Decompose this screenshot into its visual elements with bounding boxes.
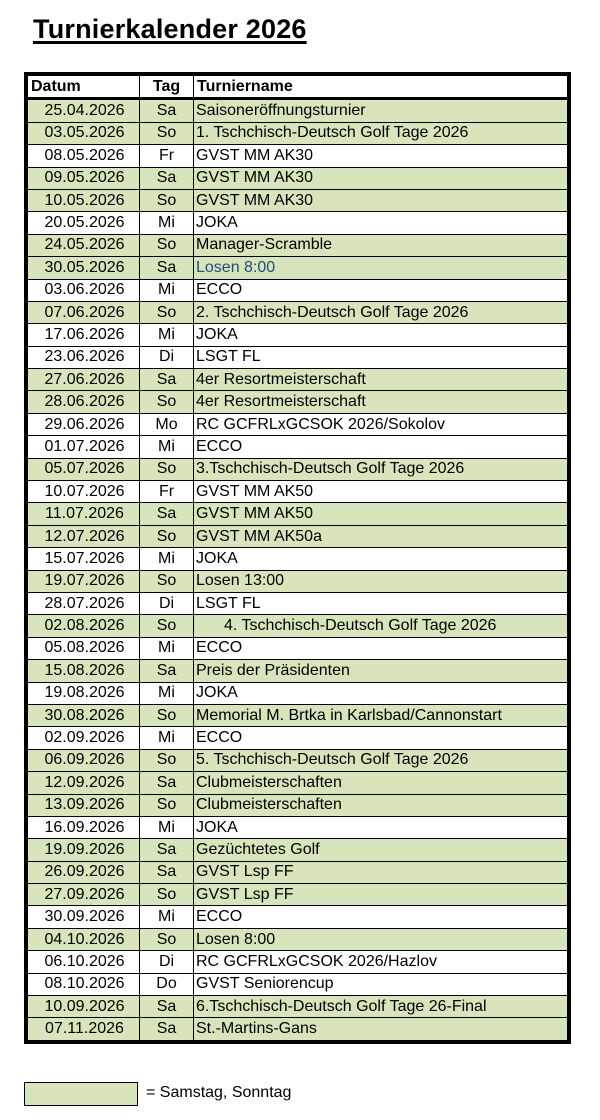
table-row bbox=[28, 212, 568, 234]
date-cell: 30.09.2026 bbox=[28, 906, 140, 928]
day-cell: Sa bbox=[140, 99, 194, 122]
tournament-name-cell: ECCO bbox=[194, 436, 568, 458]
table-row bbox=[28, 413, 568, 435]
day-cell: Mi bbox=[140, 906, 194, 928]
day-cell: Di bbox=[140, 592, 194, 614]
date-cell: 19.08.2026 bbox=[28, 682, 140, 704]
tournament-name-cell: Losen 8:00 bbox=[194, 928, 568, 950]
table-row bbox=[28, 615, 568, 637]
table-row bbox=[28, 548, 568, 570]
day-cell: Sa bbox=[140, 1018, 194, 1040]
day-cell: Mi bbox=[140, 324, 194, 346]
day-cell: So bbox=[140, 928, 194, 950]
page-title: Turnierkalender 2026 bbox=[33, 14, 307, 44]
tournament-name-cell: Preis der Präsidenten bbox=[194, 660, 568, 682]
date-cell: 19.07.2026 bbox=[28, 570, 140, 592]
tournament-name-cell: JOKA bbox=[194, 548, 568, 570]
tournament-name-cell: 2. Tschchisch-Deutsch Golf Tage 2026 bbox=[194, 301, 568, 323]
day-cell: So bbox=[140, 794, 194, 816]
day-cell: Mo bbox=[140, 413, 194, 435]
tournament-name-cell: Memorial M. Brtka in Karlsbad/Cannonstart bbox=[194, 704, 568, 726]
column-header-day: Tag bbox=[140, 76, 194, 99]
date-cell: 02.09.2026 bbox=[28, 727, 140, 749]
tournament-name-cell: ECCO bbox=[194, 906, 568, 928]
day-cell: So bbox=[140, 884, 194, 906]
day-cell: Fr bbox=[140, 481, 194, 503]
date-cell: 04.10.2026 bbox=[28, 928, 140, 950]
tournament-name-cell: Clubmeisterschaften bbox=[194, 772, 568, 794]
day-cell: Mi bbox=[140, 436, 194, 458]
date-cell: 23.06.2026 bbox=[28, 346, 140, 368]
tournament-name-cell: Manager-Scramble bbox=[194, 234, 568, 256]
tournament-name-cell: 4er Resortmeisterschaft bbox=[194, 391, 568, 413]
tournament-name-cell: JOKA bbox=[194, 324, 568, 346]
date-cell: 15.08.2026 bbox=[28, 660, 140, 682]
date-cell: 03.05.2026 bbox=[28, 122, 140, 144]
table-row bbox=[28, 749, 568, 771]
table-row bbox=[28, 257, 568, 279]
table-row bbox=[28, 884, 568, 906]
tournament-name-cell: GVST Seniorencup bbox=[194, 973, 568, 995]
day-cell: Di bbox=[140, 346, 194, 368]
table-header-row bbox=[28, 76, 568, 99]
day-cell: So bbox=[140, 391, 194, 413]
table-row bbox=[28, 391, 568, 413]
tournament-name-cell: 3.Tschchisch-Deutsch Golf Tage 2026 bbox=[194, 458, 568, 480]
day-cell: Sa bbox=[140, 861, 194, 883]
tournament-name-cell: ECCO bbox=[194, 637, 568, 659]
day-cell: Sa bbox=[140, 503, 194, 525]
table-row bbox=[28, 99, 568, 122]
day-cell: So bbox=[140, 525, 194, 547]
tournament-name-cell: GVST Lsp FF bbox=[194, 861, 568, 883]
date-cell: 12.09.2026 bbox=[28, 772, 140, 794]
table-row bbox=[28, 637, 568, 659]
tournament-name-cell: Losen 13:00 bbox=[194, 570, 568, 592]
table-row bbox=[28, 1018, 568, 1040]
date-cell: 06.09.2026 bbox=[28, 749, 140, 771]
day-cell: Mi bbox=[140, 279, 194, 301]
day-cell: Sa bbox=[140, 167, 194, 189]
tournament-name-cell: 5. Tschchisch-Deutsch Golf Tage 2026 bbox=[194, 749, 568, 771]
tournament-name-cell: St.-Martins-Gans bbox=[194, 1018, 568, 1040]
date-cell: 10.09.2026 bbox=[28, 996, 140, 1018]
date-cell: 05.08.2026 bbox=[28, 637, 140, 659]
date-cell: 13.09.2026 bbox=[28, 794, 140, 816]
day-cell: Sa bbox=[140, 660, 194, 682]
table-row bbox=[28, 592, 568, 614]
day-cell: So bbox=[140, 189, 194, 211]
table-row bbox=[28, 660, 568, 682]
date-cell: 28.06.2026 bbox=[28, 391, 140, 413]
day-cell: So bbox=[140, 458, 194, 480]
table-row bbox=[28, 973, 568, 995]
tournament-name-cell: GVST MM AK30 bbox=[194, 189, 568, 211]
tournament-name-cell: 1. Tschchisch-Deutsch Golf Tage 2026 bbox=[194, 122, 568, 144]
date-cell: 11.07.2026 bbox=[28, 503, 140, 525]
table-row bbox=[28, 816, 568, 838]
day-cell: So bbox=[140, 122, 194, 144]
tournament-name-cell: JOKA bbox=[194, 682, 568, 704]
day-cell: So bbox=[140, 615, 194, 637]
day-cell: Mi bbox=[140, 637, 194, 659]
day-cell: Sa bbox=[140, 839, 194, 861]
tournament-name-cell: GVST MM AK30 bbox=[194, 145, 568, 167]
table-row bbox=[28, 145, 568, 167]
date-cell: 27.09.2026 bbox=[28, 884, 140, 906]
date-cell: 12.07.2026 bbox=[28, 525, 140, 547]
date-cell: 02.08.2026 bbox=[28, 615, 140, 637]
date-cell: 03.06.2026 bbox=[28, 279, 140, 301]
tournament-name-cell: 4. Tschchisch-Deutsch Golf Tage 2026 bbox=[194, 615, 568, 637]
tournament-name-cell: Losen 8:00 bbox=[194, 257, 568, 279]
day-cell: Sa bbox=[140, 257, 194, 279]
tournament-name-cell: RC GCFRLxGCSOK 2026/Sokolov bbox=[194, 413, 568, 435]
date-cell: 25.04.2026 bbox=[28, 99, 140, 122]
table-row bbox=[28, 996, 568, 1018]
table-row bbox=[28, 772, 568, 794]
day-cell: Mi bbox=[140, 548, 194, 570]
tournament-table bbox=[24, 72, 571, 1044]
date-cell: 09.05.2026 bbox=[28, 167, 140, 189]
date-cell: 10.05.2026 bbox=[28, 189, 140, 211]
table-row bbox=[28, 704, 568, 726]
day-cell: Mi bbox=[140, 816, 194, 838]
date-cell: 05.07.2026 bbox=[28, 458, 140, 480]
tournament-name-cell: Clubmeisterschaften bbox=[194, 794, 568, 816]
date-cell: 01.07.2026 bbox=[28, 436, 140, 458]
table-row bbox=[28, 839, 568, 861]
table-row bbox=[28, 234, 568, 256]
table-row bbox=[28, 682, 568, 704]
date-cell: 28.07.2026 bbox=[28, 592, 140, 614]
day-cell: Di bbox=[140, 951, 194, 973]
day-cell: So bbox=[140, 301, 194, 323]
date-cell: 15.07.2026 bbox=[28, 548, 140, 570]
tournament-name-cell: GVST MM AK50a bbox=[194, 525, 568, 547]
legend-label: = Samstag, Sonntag bbox=[146, 1084, 292, 1101]
tournament-name-cell: GVST MM AK50 bbox=[194, 503, 568, 525]
date-cell: 08.05.2026 bbox=[28, 145, 140, 167]
date-cell: 27.06.2026 bbox=[28, 369, 140, 391]
table-row bbox=[28, 503, 568, 525]
tournament-name-cell: GVST Lsp FF bbox=[194, 884, 568, 906]
tournament-name-cell: ECCO bbox=[194, 279, 568, 301]
table-row bbox=[28, 481, 568, 503]
tournament-name-cell: JOKA bbox=[194, 816, 568, 838]
table-row bbox=[28, 369, 568, 391]
day-cell: Sa bbox=[140, 369, 194, 391]
day-cell: Sa bbox=[140, 772, 194, 794]
table-row bbox=[28, 458, 568, 480]
tournament-name-cell: JOKA bbox=[194, 212, 568, 234]
day-cell: So bbox=[140, 704, 194, 726]
table-row bbox=[28, 436, 568, 458]
table-row bbox=[28, 727, 568, 749]
day-cell: So bbox=[140, 749, 194, 771]
table-row bbox=[28, 122, 568, 144]
table-row bbox=[28, 570, 568, 592]
table-row bbox=[28, 189, 568, 211]
table-row bbox=[28, 525, 568, 547]
date-cell: 08.10.2026 bbox=[28, 973, 140, 995]
table-row bbox=[28, 794, 568, 816]
table-row bbox=[28, 928, 568, 950]
date-cell: 30.05.2026 bbox=[28, 257, 140, 279]
tournament-name-cell: GVST MM AK50 bbox=[194, 481, 568, 503]
date-cell: 26.09.2026 bbox=[28, 861, 140, 883]
date-cell: 07.11.2026 bbox=[28, 1018, 140, 1040]
date-cell: 06.10.2026 bbox=[28, 951, 140, 973]
day-cell: Mi bbox=[140, 212, 194, 234]
date-cell: 24.05.2026 bbox=[28, 234, 140, 256]
tournament-name-cell: Saisoneröffnungsturnier bbox=[194, 99, 568, 122]
date-cell: 20.05.2026 bbox=[28, 212, 140, 234]
tournament-name-cell: ECCO bbox=[194, 727, 568, 749]
table-row bbox=[28, 324, 568, 346]
date-cell: 07.06.2026 bbox=[28, 301, 140, 323]
day-cell: Fr bbox=[140, 145, 194, 167]
tournament-name-cell: 4er Resortmeisterschaft bbox=[194, 369, 568, 391]
column-header-name: Turniername bbox=[194, 76, 568, 99]
table-row bbox=[28, 346, 568, 368]
legend-swatch bbox=[24, 1082, 138, 1106]
tournament-name-cell: 6.Tschchisch-Deutsch Golf Tage 26-Final bbox=[194, 996, 568, 1018]
tournament-name-cell: GVST MM AK30 bbox=[194, 167, 568, 189]
table-row bbox=[28, 906, 568, 928]
day-cell: Sa bbox=[140, 996, 194, 1018]
date-cell: 29.06.2026 bbox=[28, 413, 140, 435]
table-row bbox=[28, 951, 568, 973]
date-cell: 19.09.2026 bbox=[28, 839, 140, 861]
column-header-date: Datum bbox=[28, 76, 140, 99]
date-cell: 30.08.2026 bbox=[28, 704, 140, 726]
table-row bbox=[28, 279, 568, 301]
tournament-name-cell: LSGT FL bbox=[194, 592, 568, 614]
table-row bbox=[28, 861, 568, 883]
day-cell: Mi bbox=[140, 727, 194, 749]
day-cell: So bbox=[140, 234, 194, 256]
table-row bbox=[28, 167, 568, 189]
day-cell: Mi bbox=[140, 682, 194, 704]
date-cell: 10.07.2026 bbox=[28, 481, 140, 503]
date-cell: 17.06.2026 bbox=[28, 324, 140, 346]
day-cell: Do bbox=[140, 973, 194, 995]
date-cell: 16.09.2026 bbox=[28, 816, 140, 838]
tournament-name-cell: Gezüchtetes Golf bbox=[194, 839, 568, 861]
tournament-name-cell: RC GCFRLxGCSOK 2026/Hazlov bbox=[194, 951, 568, 973]
table-row bbox=[28, 301, 568, 323]
tournament-name-cell: LSGT FL bbox=[194, 346, 568, 368]
day-cell: So bbox=[140, 570, 194, 592]
